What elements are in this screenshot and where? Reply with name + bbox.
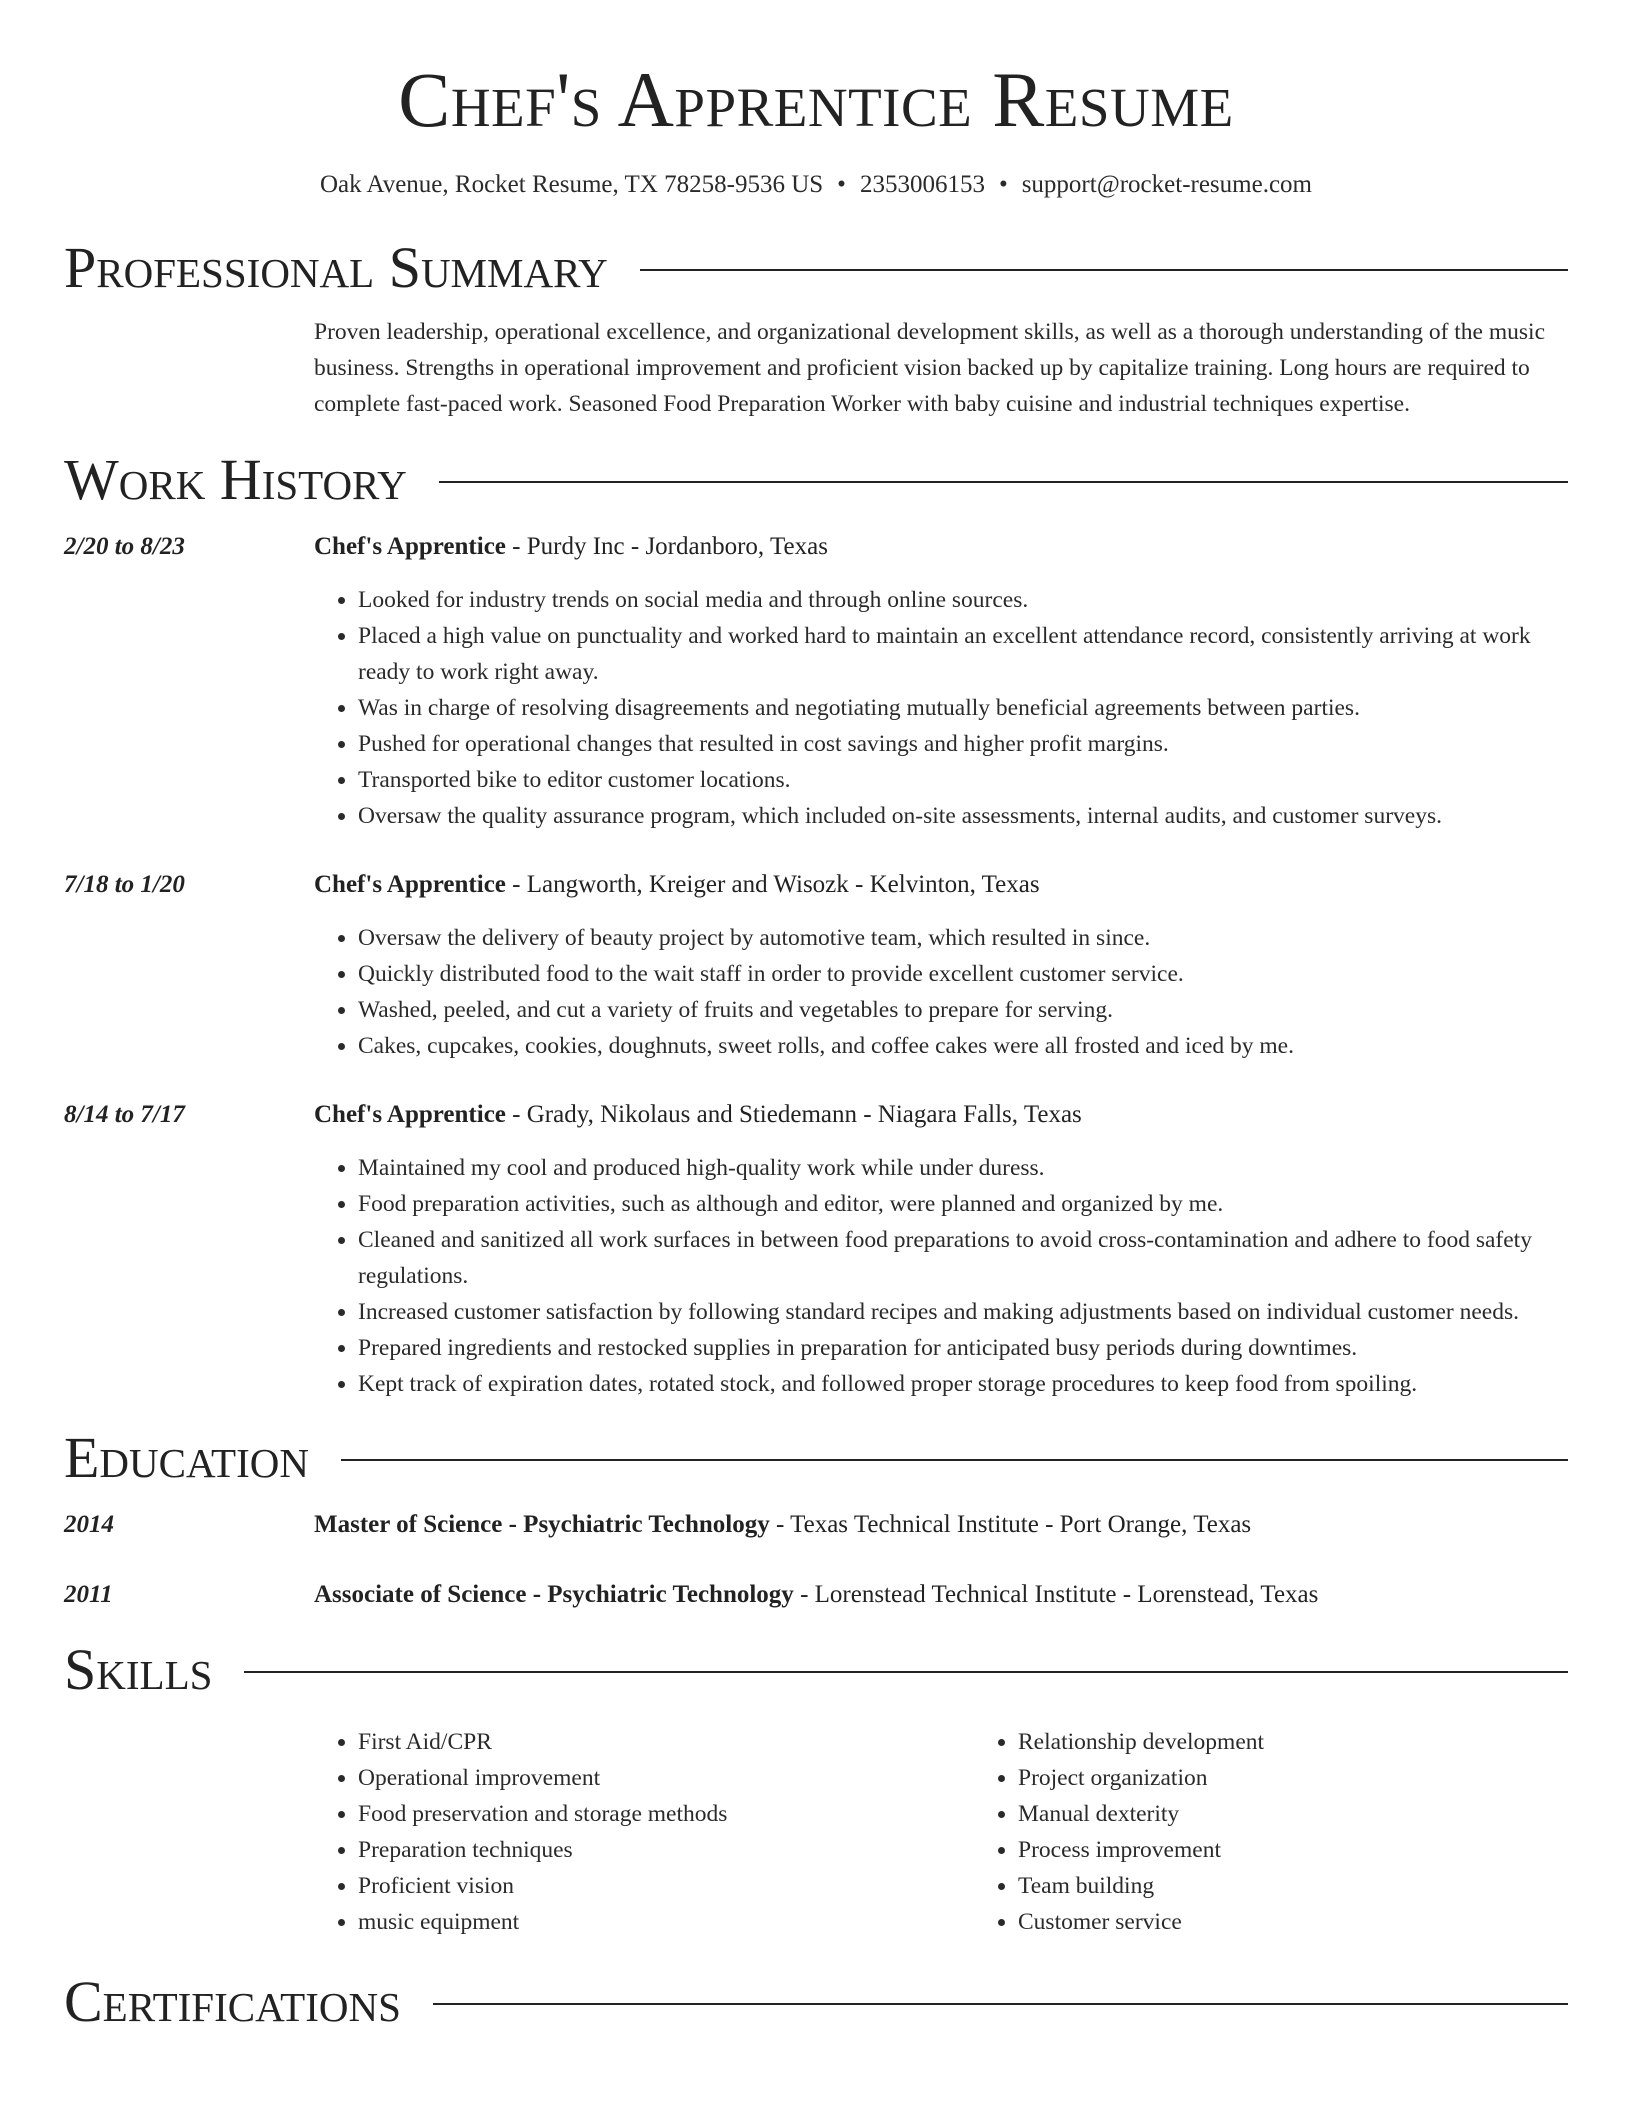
list-item: • Relationship development [1018, 1724, 1568, 1760]
list-item: • Cleaned and sanitized all work surfaces in between food preparations to avoid cross-contamination and adhere to food safety regulations. [358, 1222, 1568, 1294]
section-title: Certifications [64, 1969, 401, 2034]
job-duties [314, 920, 1568, 1064]
job-heading [314, 530, 1568, 564]
list-item: • First Aid/CPR [358, 1724, 974, 1760]
job-heading [314, 868, 1568, 902]
list-item: • music equipment [358, 1904, 974, 1940]
list-item: • Manual dexterity [1018, 1796, 1568, 1832]
job-dates: 8/14 to 7/17 [64, 1101, 185, 1128]
section-divider [640, 269, 1568, 271]
section-title: Skills [64, 1637, 213, 1702]
job-dates: 2/20 to 8/23 [64, 533, 185, 560]
section-title: Professional Summary [64, 235, 608, 300]
job-employer-location: - Langworth, Kreiger and Wisozk - Kelvinton, Texas [505, 871, 1040, 898]
section-divider [244, 1671, 1568, 1673]
job-duties [314, 582, 1568, 834]
education-year: 2014 [64, 1511, 114, 1538]
list-item: • Placed a high value on punctuality and worked hard to maintain an excellent attendance record, consistently arriving at work ready to work right away. [358, 618, 1568, 690]
job-entry [64, 868, 1568, 1064]
education-year: 2011 [64, 1581, 113, 1608]
job-title: Chef's Apprentice [314, 871, 506, 898]
skills-column-2 [974, 1724, 1568, 1940]
contact-separator: • [998, 171, 1008, 198]
list-item: • Food preparation activities, such as although and editor, were planned and organized by me. [358, 1186, 1568, 1222]
skills-list [64, 1724, 1568, 1940]
education-degree: Master of Science - Psychiatric Technology [314, 1511, 770, 1538]
contact-address: Oak Avenue, Rocket Resume, TX 78258-9536 US [319, 171, 824, 198]
resume-page [64, 0, 1568, 2034]
list-item: • Team building [1018, 1868, 1568, 1904]
education-heading [314, 1578, 1568, 1612]
job-employer-location: - Purdy Inc - Jordanboro, Texas [505, 533, 828, 560]
skills-column-1 [314, 1724, 974, 1940]
job-employer-location: - Grady, Nikolaus and Stiedemann - Niagara Falls, Texas [505, 1101, 1082, 1128]
list-item: • Prepared ingredients and restocked supplies in preparation for anticipated busy periods during downtimes. [358, 1330, 1568, 1366]
job-duties [314, 1150, 1568, 1402]
professional-summary-text: Proven leadership, operational excellence, and organizational development skills, as well as a thorough understanding of the music business. Strengths in operational improvement and proficient vision backed up by capitalize training. Long hours are required to complete fast-paced work. Seasoned Food Preparation Worker with baby cuisine and industrial techniques expertise. [314, 319, 1545, 417]
resume-title: Chef's Apprentice Resume [398, 56, 1234, 143]
list-item: • Preparation techniques [358, 1832, 974, 1868]
list-item: • Cakes, cupcakes, cookies, doughnuts, sweet rolls, and coffee cakes were all frosted and iced by me. [358, 1028, 1568, 1064]
list-item: • Proficient vision [358, 1868, 974, 1904]
section-heading-work-history [64, 448, 1568, 512]
list-item: • Oversaw the delivery of beauty project by automotive team, which resulted in since. [358, 920, 1568, 956]
list-item: • Process improvement [1018, 1832, 1568, 1868]
job-dates: 7/18 to 1/20 [64, 871, 185, 898]
contact-email: support@rocket-resume.com [1021, 171, 1312, 198]
education-entry [64, 1578, 1568, 1612]
education-school-location: - Texas Technical Institute - Port Orange, Texas [769, 1511, 1252, 1538]
education-entry [64, 1508, 1568, 1542]
section-divider [341, 1459, 1568, 1461]
section-divider [439, 481, 1568, 483]
list-item: • Project organization [1018, 1760, 1568, 1796]
contact-line [64, 170, 1568, 200]
section-divider [433, 2003, 1568, 2005]
list-item: • Pushed for operational changes that resulted in cost savings and higher profit margins. [358, 726, 1568, 762]
education-heading [314, 1508, 1568, 1542]
list-item: • Oversaw the quality assurance program, which included on-site assessments, internal audits, and customer surveys. [358, 798, 1568, 834]
list-item: • Washed, peeled, and cut a variety of fruits and vegetables to prepare for serving. [358, 992, 1568, 1028]
section-heading-certifications [64, 1970, 1568, 2034]
section-title: Work History [64, 447, 407, 512]
list-item: • Food preservation and storage methods [358, 1796, 974, 1832]
contact-phone: 2353006153 [859, 171, 985, 198]
list-item: • Was in charge of resolving disagreements and negotiating mutually beneficial agreements between parties. [358, 690, 1568, 726]
contact-separator: • [837, 171, 846, 198]
job-title: Chef's Apprentice [314, 533, 506, 560]
list-item: • Quickly distributed food to the wait staff in order to provide excellent customer service. [358, 956, 1568, 992]
job-entry [64, 1098, 1568, 1402]
list-item: • Operational improvement [358, 1760, 974, 1796]
job-title: Chef's Apprentice [314, 1101, 506, 1128]
education-school-location: - Lorenstead Technical Institute - Lorenstead, Texas [793, 1581, 1319, 1608]
section-title: Education [64, 1425, 309, 1490]
list-item: • Maintained my cool and produced high-quality work while under duress. [358, 1150, 1568, 1186]
section-heading-professional-summary [64, 236, 1568, 300]
list-item: • Looked for industry trends on social media and through online sources. [358, 582, 1568, 618]
list-item: • Transported bike to editor customer locations. [358, 762, 1568, 798]
job-heading [314, 1098, 1568, 1132]
education-degree: Associate of Science - Psychiatric Technology [314, 1581, 794, 1608]
list-item: • Kept track of expiration dates, rotated stock, and followed proper storage procedures to keep food from spoiling. [358, 1366, 1568, 1402]
section-heading-education [64, 1426, 1568, 1490]
list-item: • Customer service [1018, 1904, 1568, 1940]
job-entry [64, 530, 1568, 834]
list-item: • Increased customer satisfaction by following standard recipes and making adjustments based on individual customer needs. [358, 1294, 1568, 1330]
section-heading-skills [64, 1638, 1568, 1702]
